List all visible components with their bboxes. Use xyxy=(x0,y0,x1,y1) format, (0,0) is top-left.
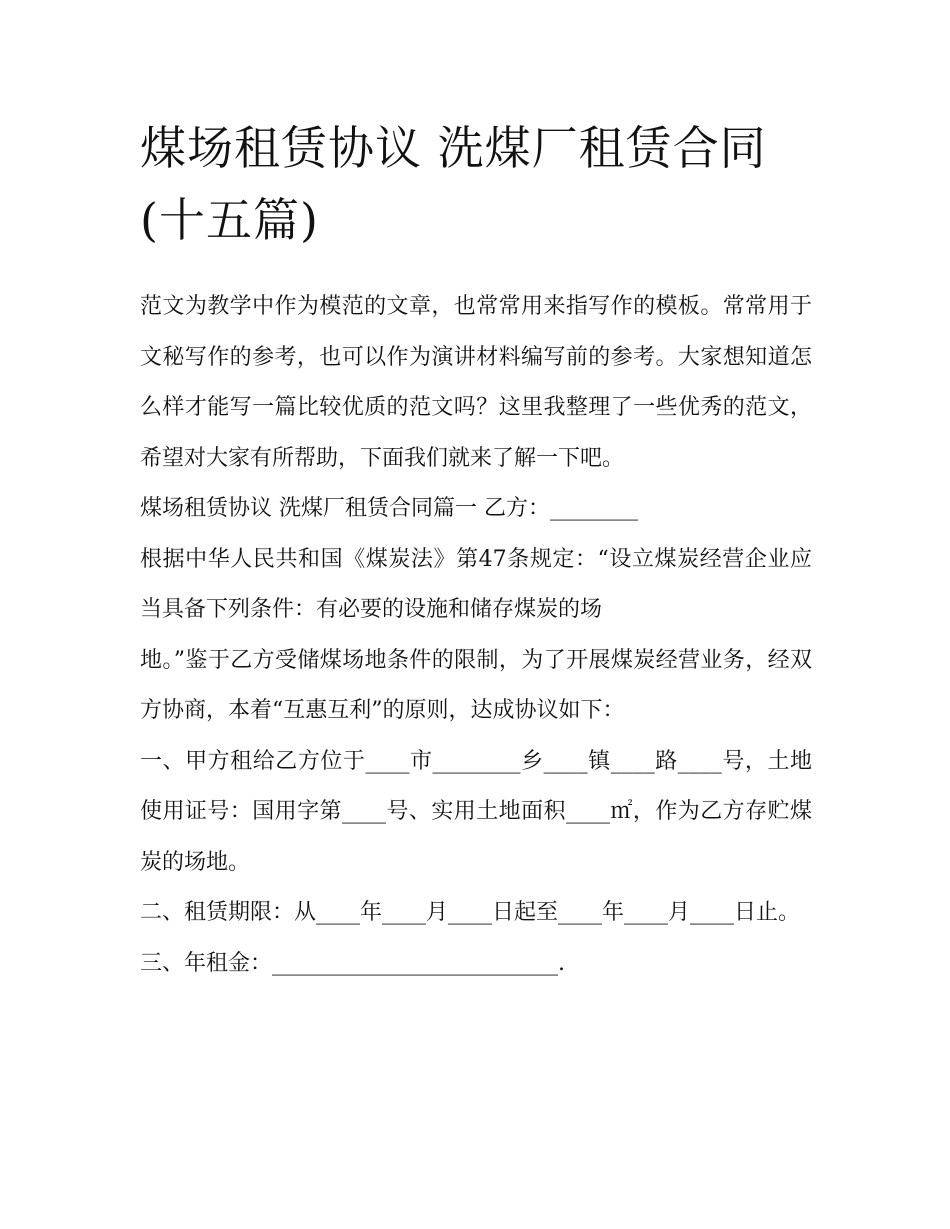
section-heading: 煤场租赁协议 洗煤厂租赁合同篇一 乙方：________ xyxy=(140,496,638,521)
clause-one: 一、甲方租给乙方位于____市________乡____镇____路____号，土地使用证号：国用字第____号、实用土地面积____㎡，作为乙方存贮煤炭的场地。 xyxy=(140,748,812,875)
clause-two: 二、租赁期限：从____年____月____日起至____年____月____日止。 xyxy=(140,900,801,925)
document-title xyxy=(140,112,812,256)
document-page xyxy=(140,112,812,989)
title-line-1: 煤场租赁协议 洗煤厂租赁合同 xyxy=(140,121,767,175)
legal-basis-paragraph: 根据中华人民共和国《煤炭法》第47条规定：“设立煤炭经营企业应当具备下列条件：有必要的设施和储存煤炭的场 xyxy=(140,546,812,622)
title-line-2: (十五篇) xyxy=(140,193,319,247)
agreement-preamble: 地。”鉴于乙方受储煤场地条件的限制，为了开展煤炭经营业务，经双方协商，本着“互惠互利”的原则，达成协议如下： xyxy=(140,647,812,723)
intro-paragraph: 范文为教学中作为模范的文章，也常常用来指写作的模板。常常用于文秘写作的参考，也可以作为演讲材料编写前的参考。大家想知道怎么样才能写一篇比较优质的范文吗？这里我整理了一些优秀的范文，希望对大家有所帮助，下面我们就来了解一下吧。 xyxy=(140,294,812,471)
clause-three: 三、年租金：__________________________. xyxy=(140,950,565,976)
